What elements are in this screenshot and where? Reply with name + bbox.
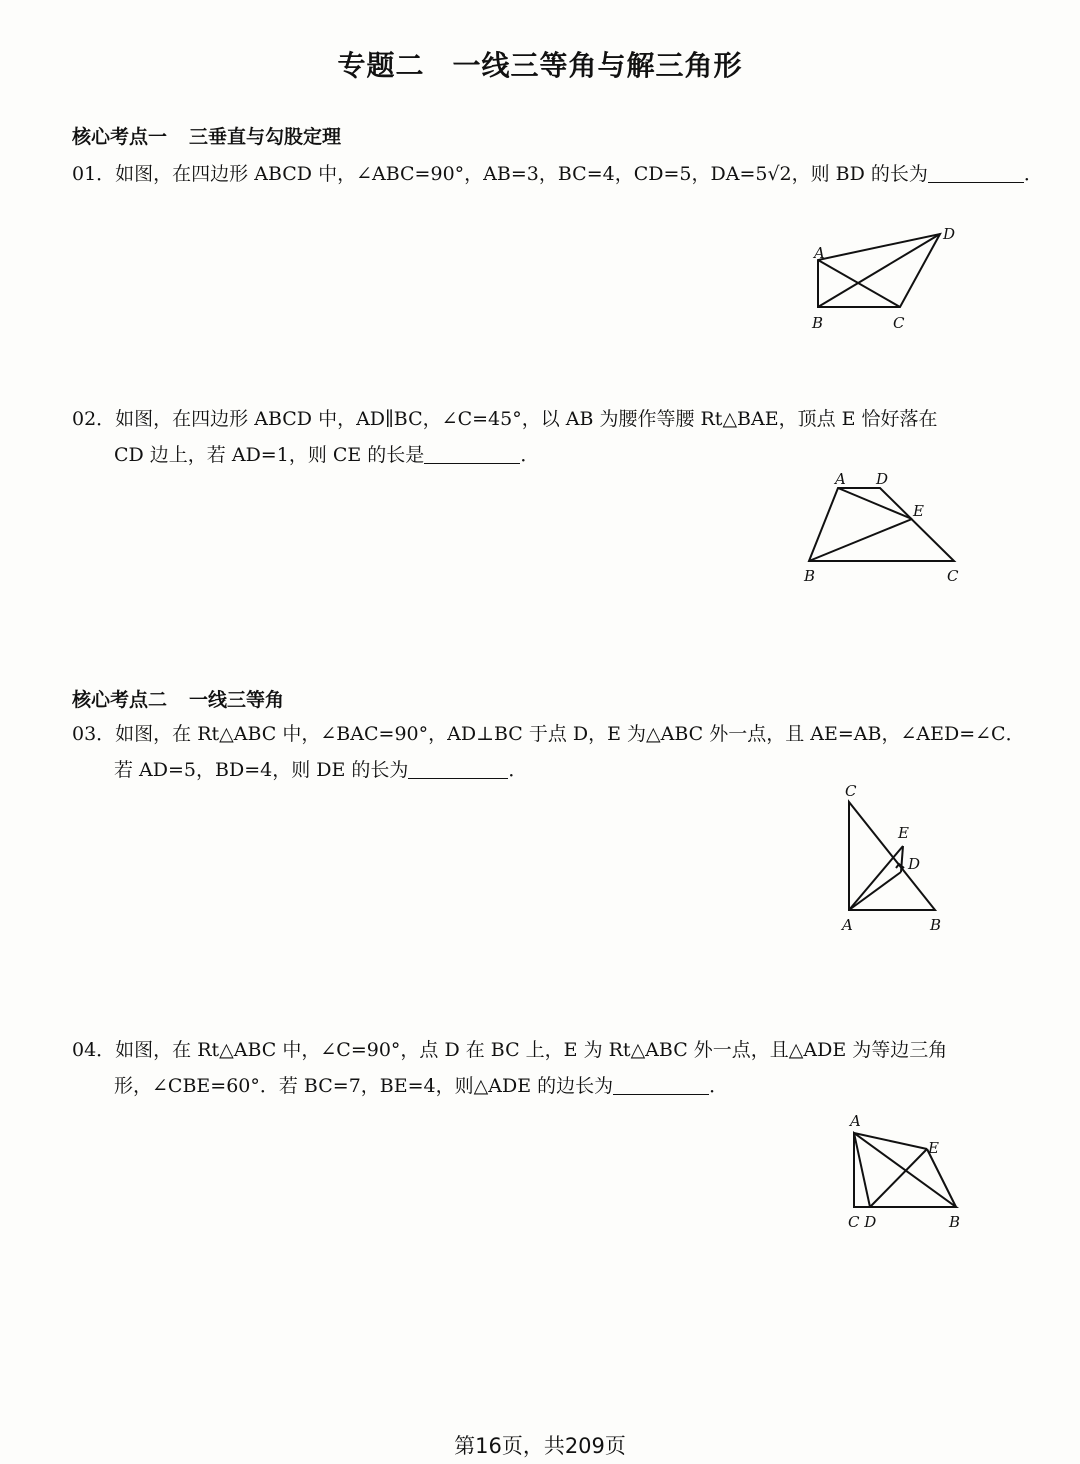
question-end: ． <box>1023 163 1043 185</box>
trapezoid-abcd <box>809 488 954 561</box>
page-title <box>0 44 1080 84</box>
question-text: 03．如图，在 Rt△ABC 中，∠BAC=90°，AD⊥BC 于点 D，E 为△ABC 外一点，且 AE=AB，∠AED=∠C． <box>72 723 1025 745</box>
answer-blank[interactable] <box>408 760 508 779</box>
segment-ae <box>838 488 912 519</box>
label-b: B <box>812 314 824 332</box>
label-a: A <box>835 470 846 488</box>
label-a: A <box>850 1112 861 1130</box>
question-end: ． <box>520 444 540 466</box>
question-text: 02．如图，在四边形 ABCD 中，AD∥BC，∠C=45°，以 AB 为腰作等腰 Rt△BAE，顶点 E 恰好落在 <box>72 408 938 430</box>
label-cd: C D <box>848 1213 877 1231</box>
question-03 <box>72 716 1025 788</box>
section-label: 核心考点一 <box>72 126 168 148</box>
figure-01 <box>800 220 970 340</box>
figure-02 <box>795 465 970 590</box>
answer-blank[interactable] <box>424 445 520 464</box>
label-c: C <box>947 567 959 585</box>
question-end: ． <box>508 759 528 781</box>
section-heading-2 <box>72 685 284 712</box>
label-a: A <box>842 916 853 934</box>
answer-blank[interactable] <box>613 1076 709 1095</box>
question-text-cont: 若 AD=5，BD=4，则 DE 的长为 <box>114 759 409 781</box>
answer-blank[interactable] <box>928 164 1024 183</box>
segment-eb <box>927 1149 956 1207</box>
question-text-cont: 形，∠CBE=60°．若 BC=7，BE=4，则△ADE 的边长为 <box>114 1075 614 1097</box>
title-left: 专题二 <box>337 49 425 82</box>
figure-04 <box>840 1105 970 1235</box>
label-b: B <box>804 567 816 585</box>
question-text-cont: CD 边上，若 AD=1，则 CE 的长是 <box>114 444 425 466</box>
title-right: 一线三等角与解三角形 <box>452 49 743 82</box>
section-name: 一线三等角 <box>189 689 285 711</box>
figure-03 <box>835 780 955 940</box>
label-e: E <box>898 824 909 842</box>
question-04 <box>72 1032 947 1104</box>
label-d: D <box>908 855 921 873</box>
label-a: A <box>814 244 825 262</box>
label-e: E <box>913 502 924 520</box>
section-heading-1 <box>72 122 341 149</box>
question-02 <box>72 401 938 473</box>
label-d: D <box>876 470 889 488</box>
segment-de <box>870 1149 927 1207</box>
page-footer: 第16页，共209页 <box>454 1434 626 1458</box>
section-name: 三垂直与勾股定理 <box>189 126 342 148</box>
question-text: 04．如图，在 Rt△ABC 中，∠C=90°，点 D 在 BC 上，E 为 Rt△ABC 外一点，且△ADE 为等边三角 <box>72 1039 948 1061</box>
label-c: C <box>893 314 905 332</box>
label-b: B <box>930 916 942 934</box>
label-c: C <box>845 782 857 800</box>
section-label: 核心考点二 <box>72 689 168 711</box>
segment-ae <box>849 846 903 910</box>
segment-be <box>809 519 912 561</box>
label-b: B <box>949 1213 961 1231</box>
label-d: D <box>943 225 956 243</box>
question-end: ． <box>709 1075 729 1097</box>
label-e: E <box>928 1139 939 1157</box>
question-01 <box>72 156 1043 192</box>
question-text: 01．如图，在四边形 ABCD 中，∠ABC=90°，AB=3，BC=4，CD=5，DA=5√2，则 BD 的长为 <box>72 163 928 185</box>
